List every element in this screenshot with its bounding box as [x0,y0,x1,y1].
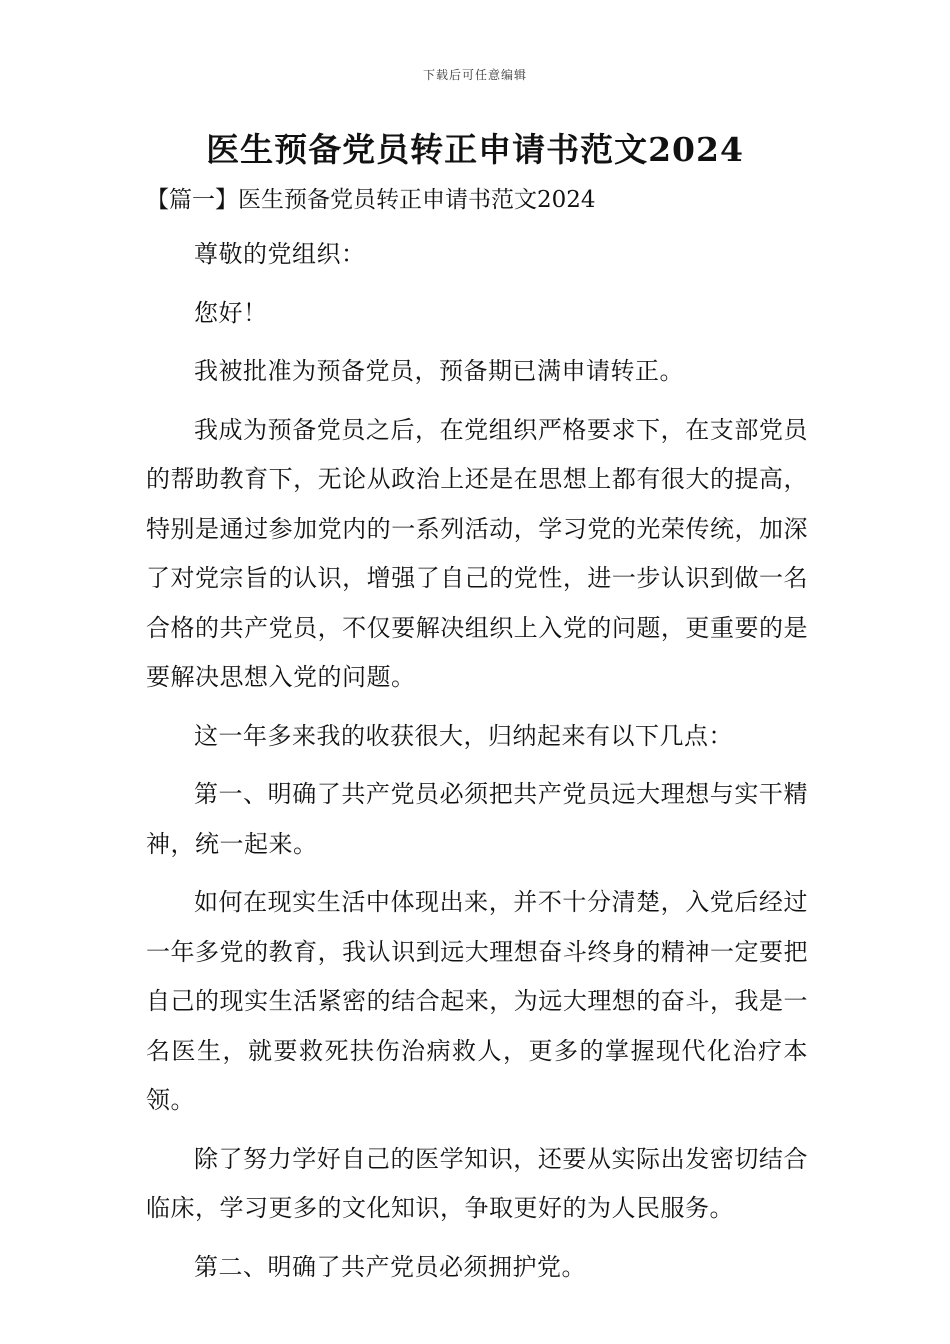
header-note: 下载后可任意编辑 [422,68,527,82]
greeting: 您好！ [194,298,268,327]
document-title: 医生预备党员转正申请书范文2024 [206,130,744,169]
body-paragraph: 如何在现实生活中体现出来，并不十分清楚，入党后经过一年多党的教育，我认识到远大理想奋斗终身的精神一定要把自己的现实生活紧密的结合起来，为远大理想的奋斗，我是一名医生，就要救死扶伤治病救人，更多的掌握现代化治疗本领。 [146,888,808,1114]
body-paragraph: 我被批准为预备党员，预备期已满申请转正。 [194,357,684,385]
document-body [146,230,808,1301]
body-paragraph: 第二、明确了共产党员必须拥护党。 [194,1252,586,1281]
body-paragraph: 除了努力学好自己的医学知识，还要从实际出发密切结合临床，学习更多的文化知识，争取更好的为人民服务。 [146,1144,808,1222]
body-paragraph: 我成为预备党员之后，在党组织严格要求下，在支部党员的帮助教育下，无论从政治上还是在思想上都有很大的提高，特别是通过参加党内的一系列活动，学习党的光荣传统，加深了对党宗旨的认识，增强了自己的党性，进一步认识到做一名合格的共产党员，不仅要解决组织上入党的问题，更重要的是要解决思想入党的问题。 [146,415,808,691]
body-paragraph: 这一年多来我的收获很大，归纳起来有以下几点： [194,721,733,750]
body-paragraph: 第一、明确了共产党员必须把共产党员远大理想与实干精神，统一起来。 [146,780,808,858]
section-heading: 【篇一】医生预备党员转正申请书范文2024 [146,187,596,213]
salutation: 尊敬的党组织： [194,240,366,268]
